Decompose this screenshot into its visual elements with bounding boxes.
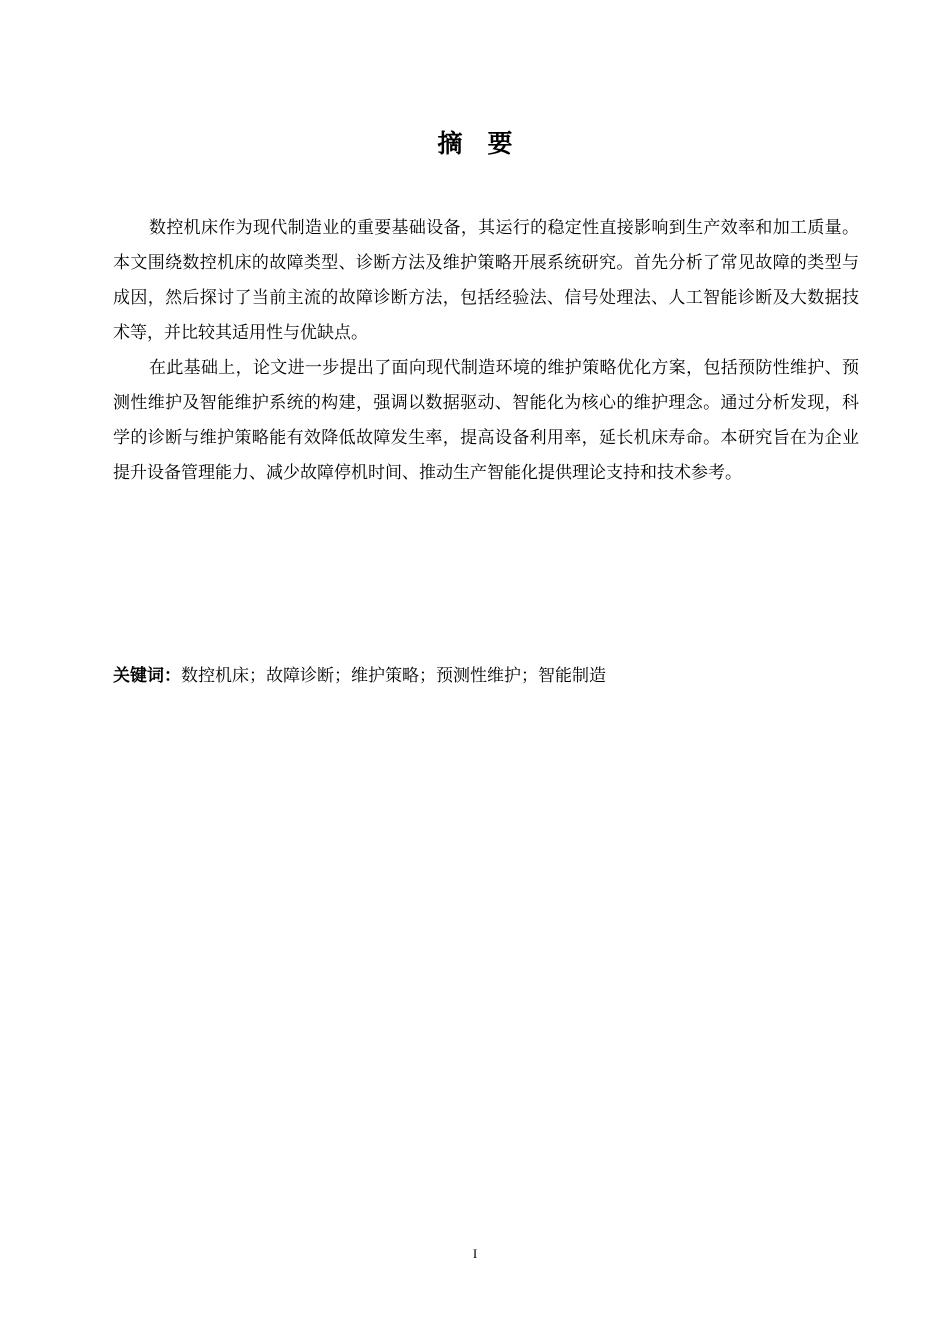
keywords-label: 关键词： xyxy=(113,666,181,686)
abstract-paragraph-2: 在此基础上，论文进一步提出了面向现代制造环境的维护策略优化方案，包括预防性维护、预测性维护及智能维护系统的构建，强调以数据驱动、智能化为核心的维护理念。通过分析发现，科学的诊断与维护策略能有效降低故障发生率，提高设备利用率，延长机床寿命。本研究旨在为企业提升设备管理能力、减少故障停机时间、推动生产智能化提供理论支持和技术参考。 xyxy=(113,358,859,483)
abstract-title: 摘 要 xyxy=(437,129,513,158)
abstract-paragraph-1: 数控机床作为现代制造业的重要基础设备，其运行的稳定性直接影响到生产效率和加工质量。本文围绕数控机床的故障类型、诊断方法及维护策略开展系统研究。首先分析了常见故障的类型与成因，然后探讨了当前主流的故障诊断方法，包括经验法、信号处理法、人工智能诊断及大数据技术等，并比较其适用性与优缺点。 xyxy=(113,218,859,343)
page-number: I xyxy=(472,1246,478,1261)
abstract-body xyxy=(113,211,859,491)
keywords-line xyxy=(113,661,859,691)
keywords-text: 数控机床；故障诊断；维护策略；预测性维护；智能制造 xyxy=(181,666,606,686)
